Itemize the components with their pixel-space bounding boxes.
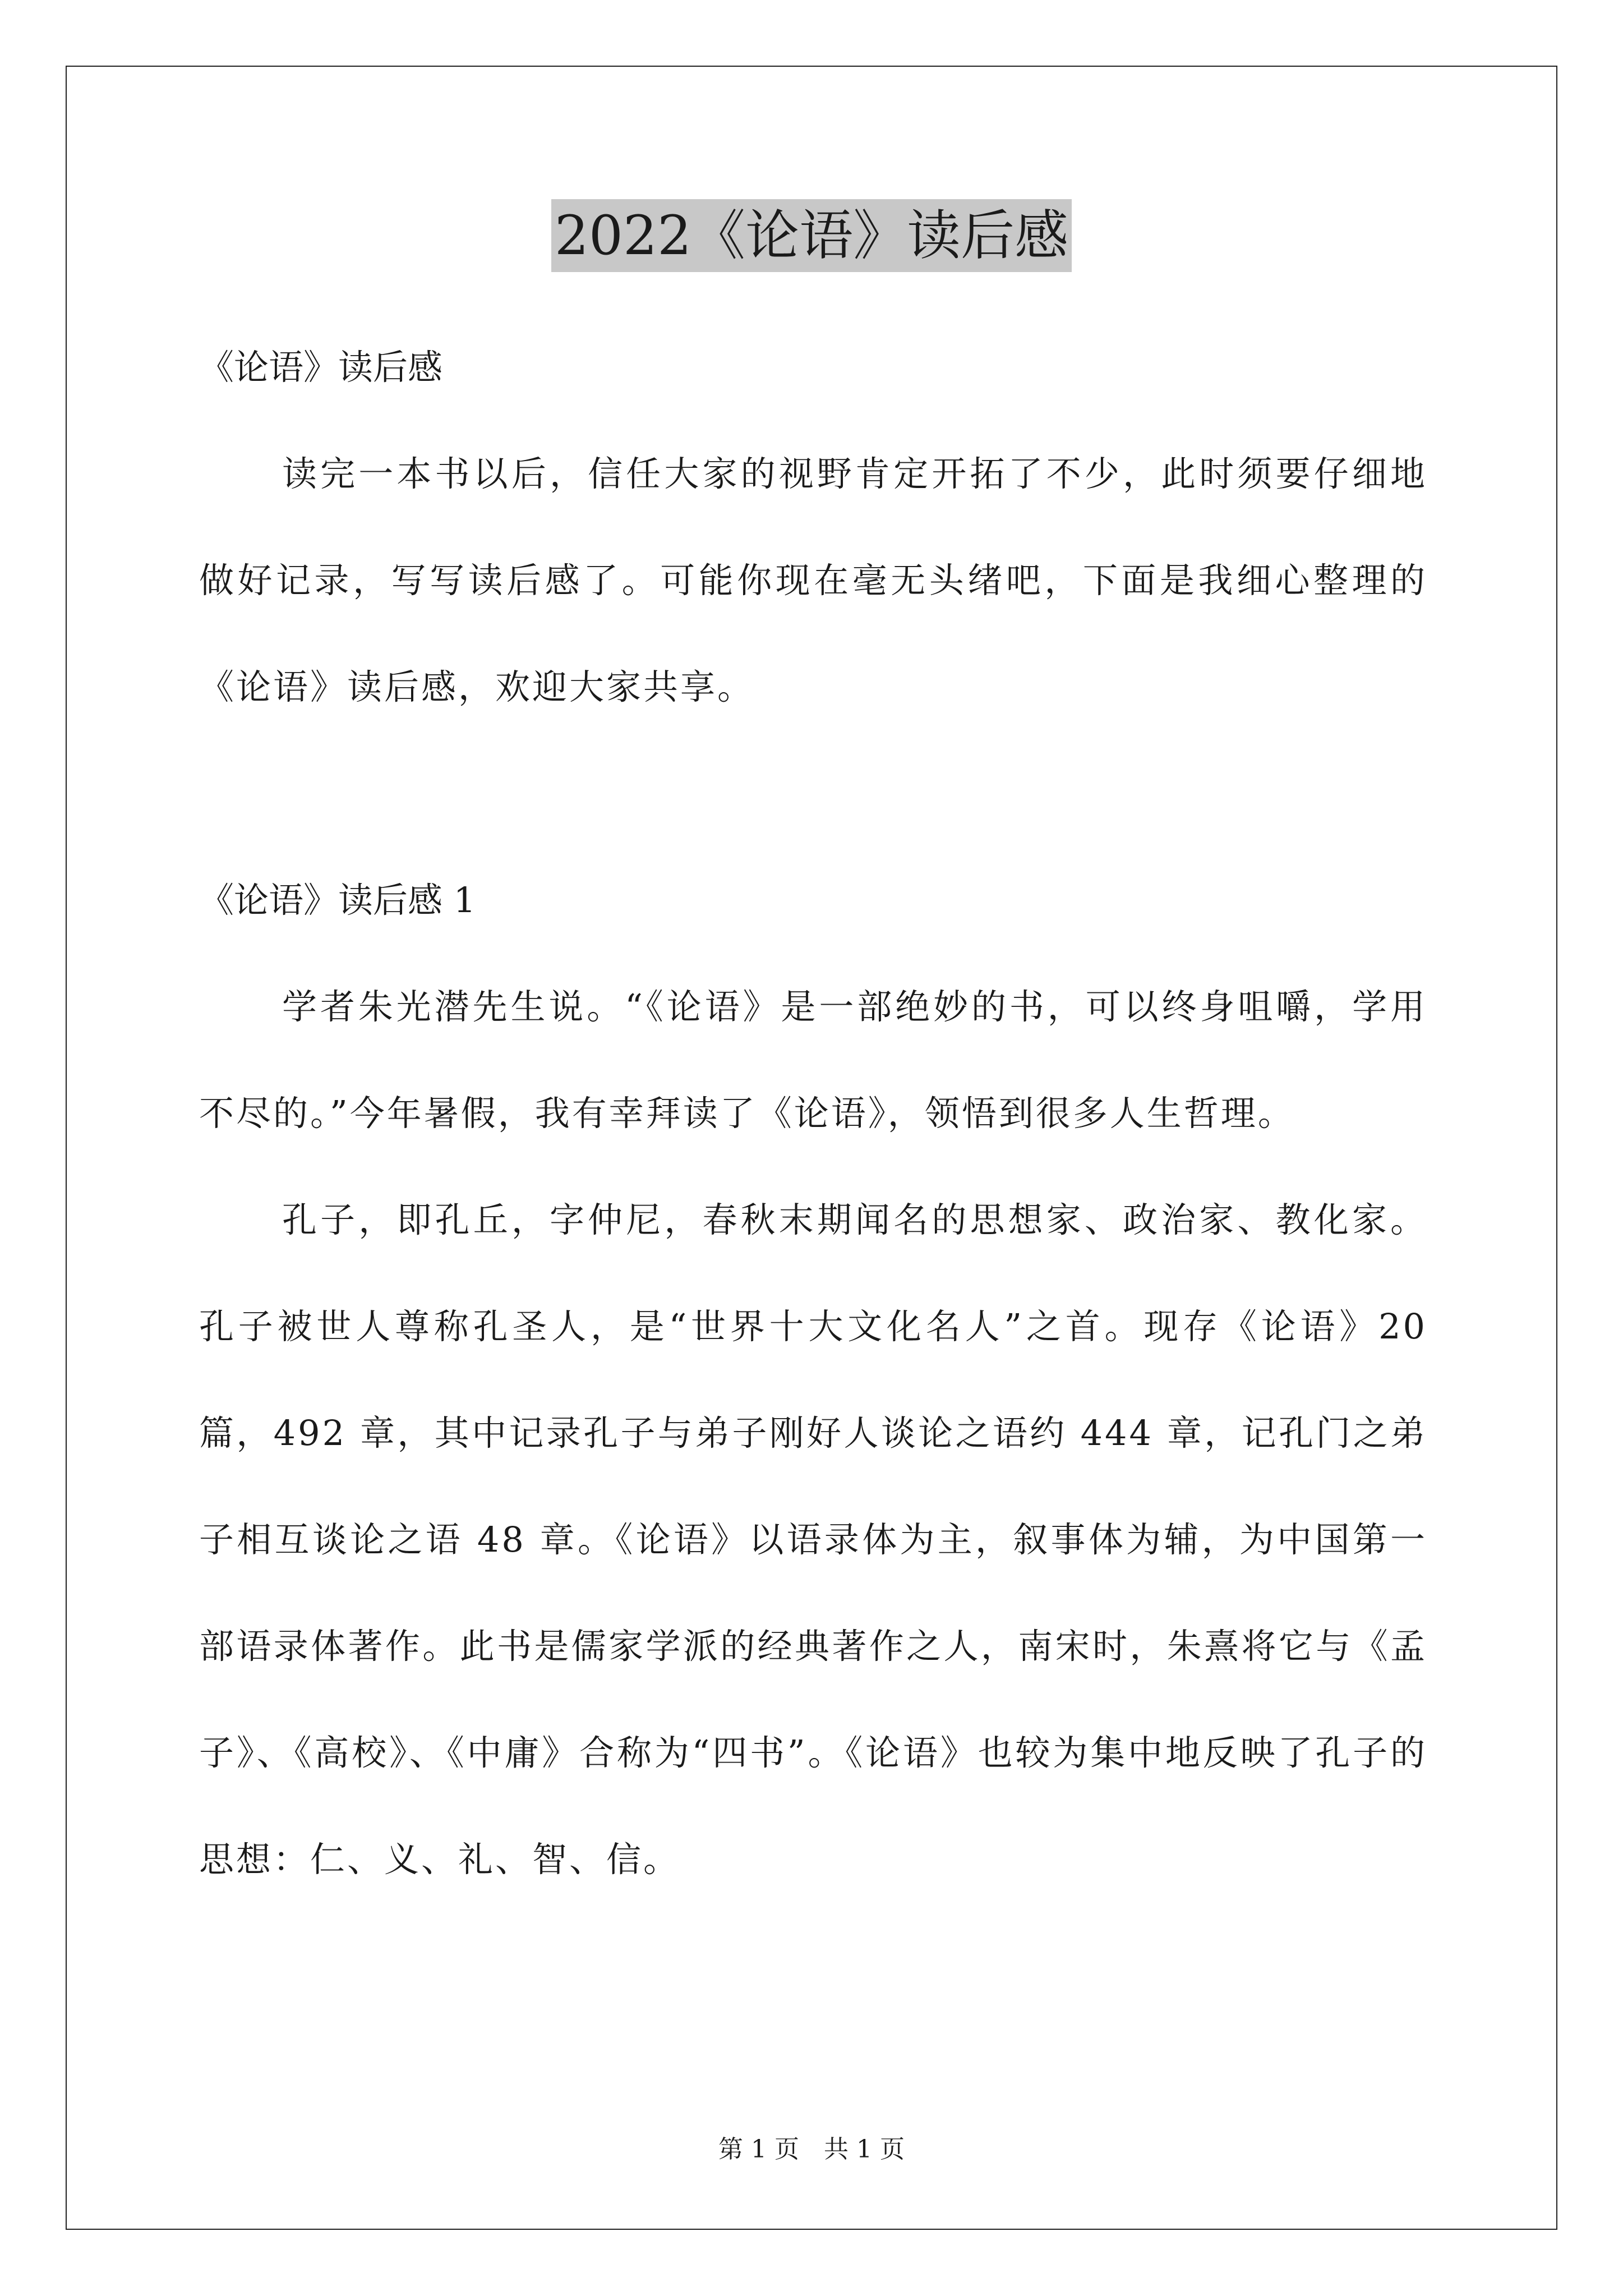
section1-paragraph: 学者朱光潜先生说。“《论语》是一部绝妙的书，可以终身咀嚼，学用不尽的。”今年暑假，我有幸拜读了《论语》，领悟到很多人生哲理。 — [199, 986, 1427, 1134]
document-title: 2022《论语》读后感 — [551, 199, 1072, 272]
page-footer: 第 1 页 共 1 页 — [718, 2135, 905, 2164]
section1-heading: 《论语》读后感 1 — [199, 880, 476, 921]
intro-heading: 《论语》读后感 — [199, 347, 443, 388]
document-body — [199, 314, 1427, 1913]
title-container — [0, 199, 1623, 272]
section1-paragraph: 孔子，即孔丘，字仲尼，春秋末期闻名的思想家、政治家、教化家。孔子被世人尊称孔圣人，是“世界十大文化名人”之首。现存《论语》20 篇，492 章，其中记录孔子与弟子刚好人谈论之语约 444 章，记孔门之弟子相互谈论之语 48 章。《论语》以语录体为主，叙事体为辅，为中国第一部语录体著作。此书是儒家学派的经典著作之人，南宋时，朱熹将它与《孟子》、《高校》、《中庸》合称为“四书”。《论语》也较为集中地反映了孔子的思想：仁、义、礼、智、信。 — [199, 1199, 1427, 1880]
section-gap — [199, 740, 1427, 847]
intro-paragraph: 读完一本书以后，信任大家的视野肯定开拓了不少，此时须要仔细地做好记录，写写读后感了。可能你现在毫无头绪吧，下面是我细心整理的《论语》读后感，欢迎大家共享。 — [199, 453, 1427, 707]
